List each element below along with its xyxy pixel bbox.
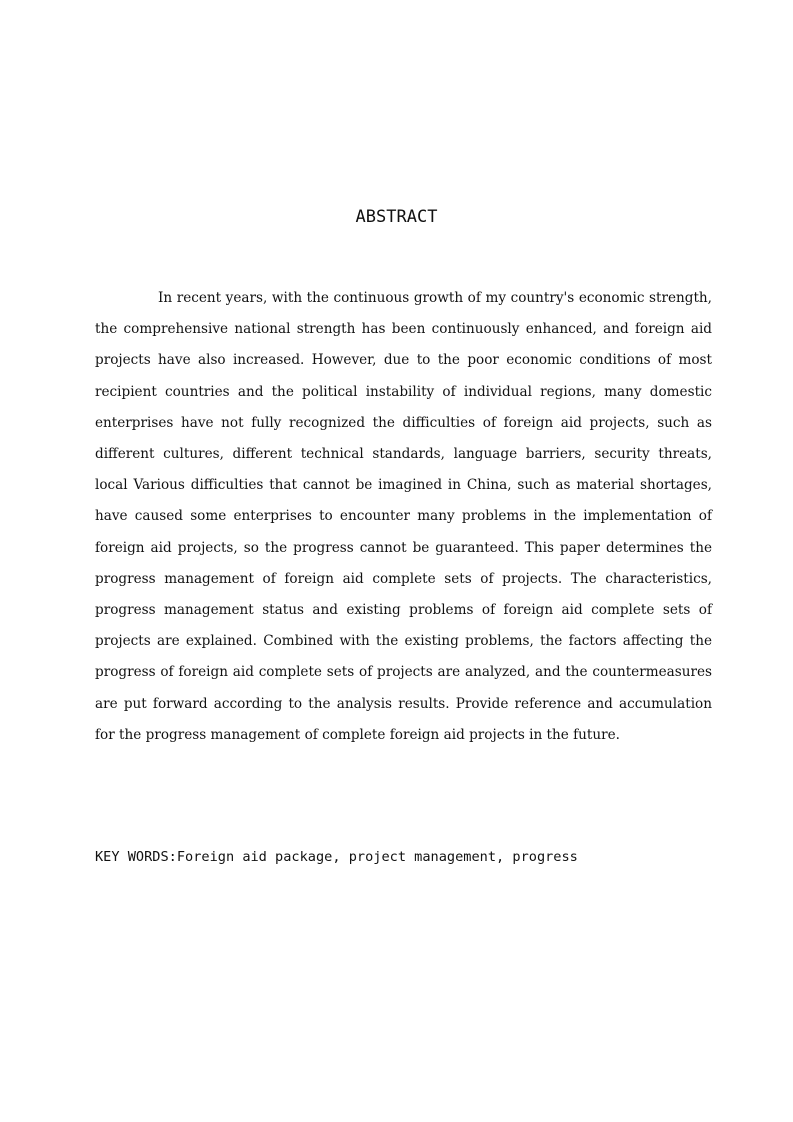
abstract-title: ABSTRACT	[355, 207, 438, 227]
abstract-paragraph: In recent years, with the continuous growth of my country's economic strength, the comprehensive national strength has been continuously enhanced, and foreign aid projects have also increased. However, due to the poor economic conditions of most recipient countries and the political instability of individual regions, many domestic enterprises have not fully recognized the difficulties of foreign aid projects, such as different cultures, different technical standards, language barriers, security threats, local Various difficulties that cannot be imagined in China, such as material shortages, have caused some enterprises to encounter many problems in the implementation of foreign aid projects, so the progress cannot be guaranteed. This paper determines the progress management of foreign aid complete sets of projects. The characteristics, progress management status and existing problems of foreign aid complete sets of projects are explained. Combined with the existing problems, the factors affecting the progress of foreign aid complete sets of projects are analyzed, and the countermeasures are put forward according to the analysis results. Provide reference and accumulation for the progress management of complete foreign aid projects in the future.	[95, 290, 712, 743]
keywords-line: KEY WORDS:Foreign aid package, project management, progress	[95, 849, 578, 865]
